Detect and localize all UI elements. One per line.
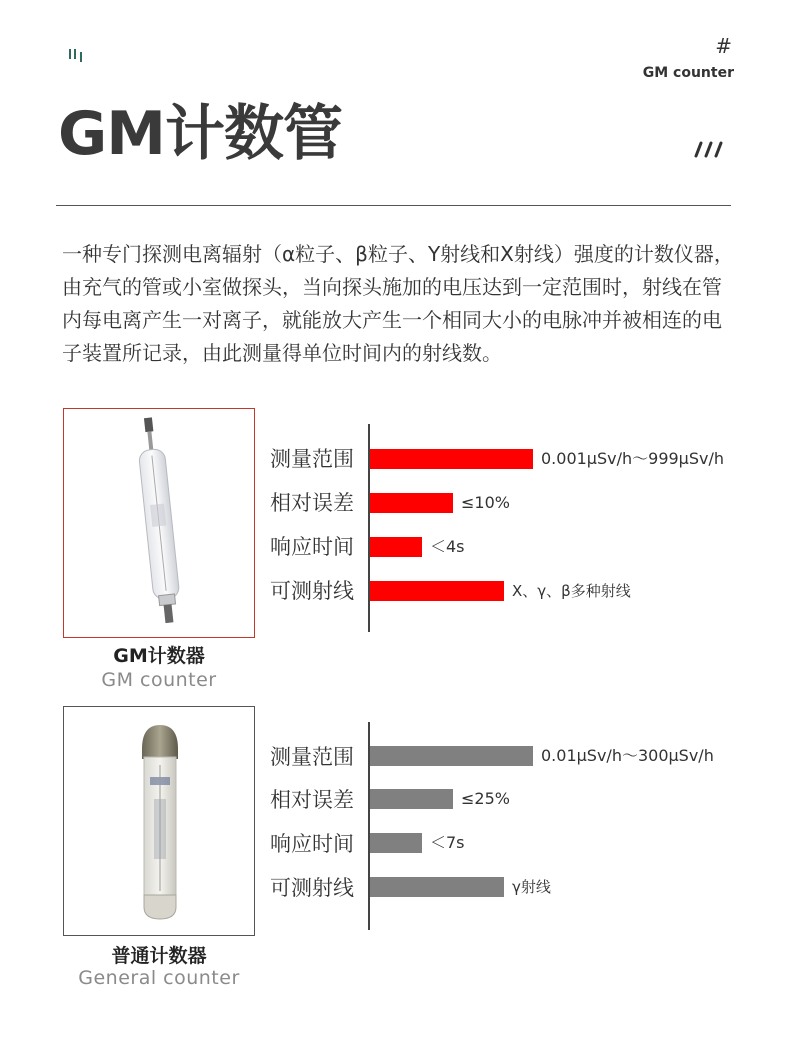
gm-counter-caption-en: GM counter	[101, 669, 217, 691]
corner-mark-icon	[67, 46, 87, 62]
row-label: 相对误差	[270, 788, 354, 812]
bar	[370, 833, 422, 853]
general-tube-icon	[64, 707, 254, 935]
section-tag-en: GM counter	[642, 65, 734, 81]
row-label: 可测射线	[270, 579, 354, 603]
page-title: GM计数管	[58, 99, 342, 169]
row-label: 响应时间	[270, 832, 354, 856]
general-counter-photo	[63, 706, 255, 936]
gm-tube-icon	[64, 409, 254, 637]
bar-value: X、γ、β多种射线	[512, 582, 631, 600]
gm-counter-comparison-chart	[255, 424, 775, 634]
slashes-decoration-icon	[690, 140, 730, 158]
bar-value: ＜7s	[430, 833, 465, 852]
gm-counter-photo	[63, 408, 255, 638]
bar	[370, 877, 504, 897]
bar-value: 0.01μSv/h～300μSv/h	[541, 746, 714, 765]
bar	[370, 449, 533, 469]
row-label: 测量范围	[270, 745, 354, 769]
bar-value: γ射线	[512, 878, 551, 896]
bar	[370, 746, 533, 766]
bar	[370, 493, 453, 513]
bar-value: 0.001μSv/h～999μSv/h	[541, 449, 725, 468]
bar	[370, 537, 422, 557]
intro-paragraph: 一种专门探测电离辐射（α粒子、β粒子、Y射线和X射线）强度的计数仪器，由充气的管或小室做探头，当向探头施加的电压达到一定范围时，射线在管内每电离产生一对离子，就能放大产生一个相同大小的电脉冲并被相连的电子装置所记录，由此测量得单位时间内的射线数。	[62, 242, 734, 365]
bar-value: ＜4s	[430, 537, 465, 556]
bar-value: ≤10%	[461, 493, 510, 512]
row-label: 测量范围	[270, 447, 354, 471]
row-label: 响应时间	[270, 535, 354, 559]
bar-value: ≤25%	[461, 789, 510, 808]
header-divider	[56, 205, 731, 206]
bar	[370, 789, 453, 809]
row-label: 可测射线	[270, 876, 354, 900]
bar	[370, 581, 504, 601]
hash-symbol: #	[715, 34, 732, 58]
gm-counter-caption-cn: GM计数器	[113, 645, 205, 667]
general-counter-comparison-chart	[255, 722, 775, 932]
general-counter-caption-en: General counter	[78, 967, 240, 989]
row-label: 相对误差	[270, 491, 354, 515]
general-counter-caption-cn: 普通计数器	[111, 945, 207, 967]
